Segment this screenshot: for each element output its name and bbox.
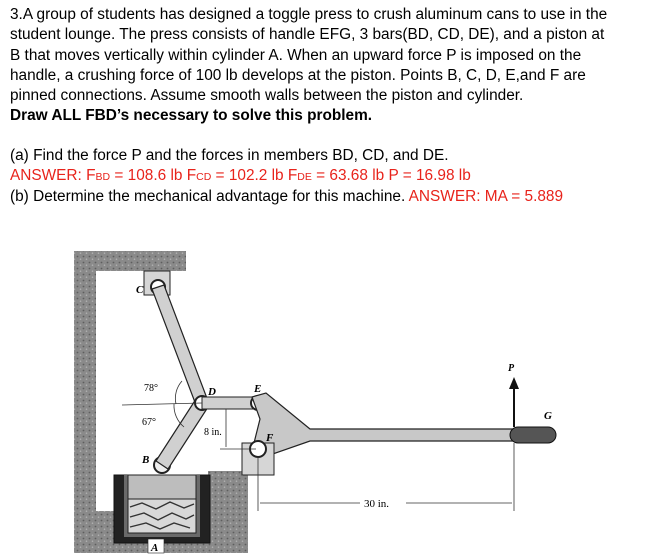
fde-label: F [287,167,298,185]
label-c: C [136,284,144,296]
part-b [10,187,640,207]
force-p-arrowhead [509,377,519,389]
label-b: B [142,454,150,466]
label-g: G [544,410,552,422]
problem-statement [10,5,640,208]
part-b-question: (b) Determine the mechanical advantage for this machine. [10,188,406,206]
fde-subscript: DE [297,171,312,184]
fbd-value: = 108.6 lb [110,167,187,185]
fbd-label: F [86,167,96,185]
label-f: F [266,432,274,444]
label-e: E [254,383,262,395]
fbd-instruction: Draw ALL FBD’s necessary to solve this problem. [10,107,373,125]
p-value: P = 16.98 lb [388,167,471,185]
problem-line: student lounge. The press consists of handle EFG, 3 bars(BD, CD, DE), and a piston at [10,26,605,44]
ground-left-wall [74,251,96,553]
toggle-press-drawing [70,243,640,555]
bar-de [202,397,258,409]
fde-value: = 63.68 lb [311,167,389,185]
label-a: A [151,542,159,554]
ground-base-right [208,471,248,553]
fcd-value: = 102.2 lb [211,167,288,185]
label-angle-67: 67° [142,417,156,428]
bar-cd [152,285,208,405]
problem-line: pinned connections. Assume smooth walls between the piston and cylinder. [10,87,524,105]
problem-line: handle, a crushing force of 100 lb develops at the piston. Points B, C, D, E,and F are [10,66,586,84]
label-p: P [508,363,515,374]
label-dim-30: 30 in. [364,498,390,510]
fcd-label: F [186,167,197,185]
part-a-question: (a) Find the force P and the forces in members BD, CD, and DE. [10,146,449,164]
part-a-answer [10,166,640,187]
label-angle-78: 78° [144,383,158,394]
problem-line: 3.A group of students has designed a toggle press to crush aluminum cans to use in the [10,6,608,23]
piston-b [128,475,196,499]
fcd-subscript: CD [196,171,212,184]
handle-efg [252,393,552,455]
part-b-answer: ANSWER: MA = 5.889 [405,188,564,206]
fbd-subscript: BD [95,171,111,184]
label-dim-8: 8 in. [204,427,222,438]
problem-line: B that moves vertically within cylinder A. When an upward force P is imposed on the [10,46,582,64]
angle-horizontal-ref [122,403,202,405]
toggle-press-figure [70,243,640,555]
handle-grip-g [510,427,556,443]
angle-arc-78 [175,381,182,404]
label-d: D [208,386,216,398]
answer-prefix: ANSWER: [10,167,87,185]
